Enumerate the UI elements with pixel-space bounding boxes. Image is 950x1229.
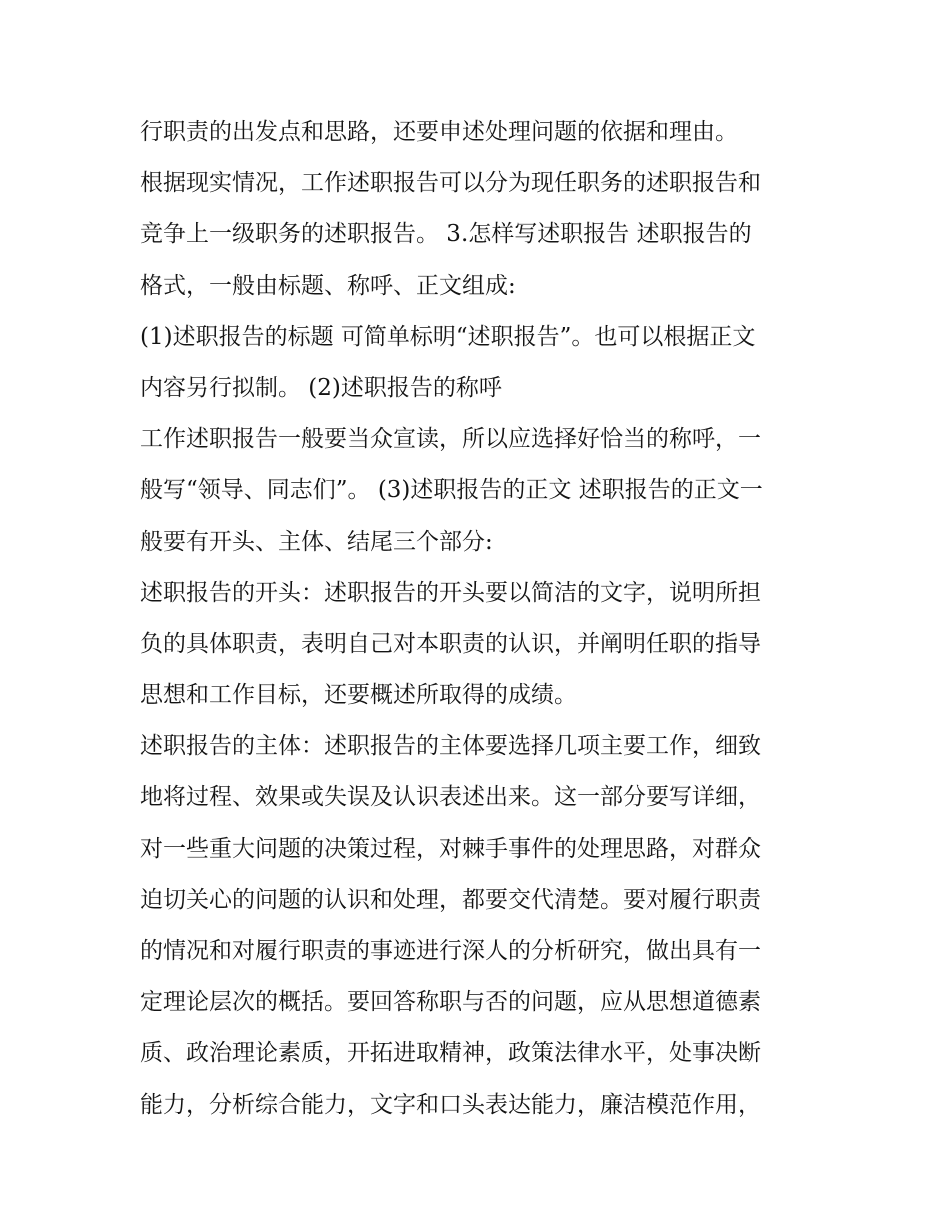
text-line: 述职报告的开头：述职报告的开头要以简洁的文字，说明所担 xyxy=(140,579,761,606)
text-line: 内容另行拟制。 (2)述职报告的称呼 xyxy=(140,374,502,401)
text-line: 负的具体职责，表明自己对本职责的认识，并阐明任职的指导 xyxy=(140,630,761,657)
text-line: (1)述职报告的标题 可简单标明“述职报告”。也可以根据正文 xyxy=(140,323,756,350)
text-line: 根据现实情况，工作述职报告可以分为现任职务的述职报告和 xyxy=(140,170,761,197)
body-text xyxy=(140,107,840,1131)
text-line: 格式，一般由标题、称呼、正文组成: xyxy=(140,272,516,299)
text-line: 思想和工作目标，还要概述所取得的成绩。 xyxy=(140,682,577,709)
text-line: 能力，分析综合能力，文字和口头表达能力，廉洁模范作用， xyxy=(140,1091,761,1118)
text-line: 般要有开头、主体、结尾三个部分: xyxy=(140,528,493,555)
text-line: 质、政治理论素质，开拓进取精神，政策法律水平，处事决断 xyxy=(140,1040,761,1067)
text-line: 的情况和对履行职责的事迹进行深人的分析研究，做出具有一 xyxy=(140,938,761,964)
text-line: 行职责的出发点和思路，还要申述处理问题的依据和理由。 xyxy=(140,119,738,145)
text-line: 对一些重大问题的决策过程，对棘手事件的处理思路，对群众 xyxy=(140,835,761,862)
text-line: 述职报告的主体：述职报告的主体要选择几项主要工作，细致 xyxy=(140,733,761,760)
text-line: 工作述职报告一般要当众宣读，所以应选择好恰当的称呼，一 xyxy=(140,426,761,453)
text-line: 地将过程、效果或失误及认识表述出来。这一部分要写详细， xyxy=(140,784,761,811)
text-line: 定理论层次的概括。要回答称职与否的问题，应从思想道德素 xyxy=(140,989,761,1016)
text-line: 般写“领导、同志们”。 (3)述职报告的正文 述职报告的正文一 xyxy=(140,477,763,504)
text-line: 迫切关心的问题的认识和处理，都要交代清楚。要对履行职责 xyxy=(140,886,761,913)
text-line: 竞争上一级职务的述职报告。 3.怎样写述职报告 述职报告的 xyxy=(140,221,752,248)
